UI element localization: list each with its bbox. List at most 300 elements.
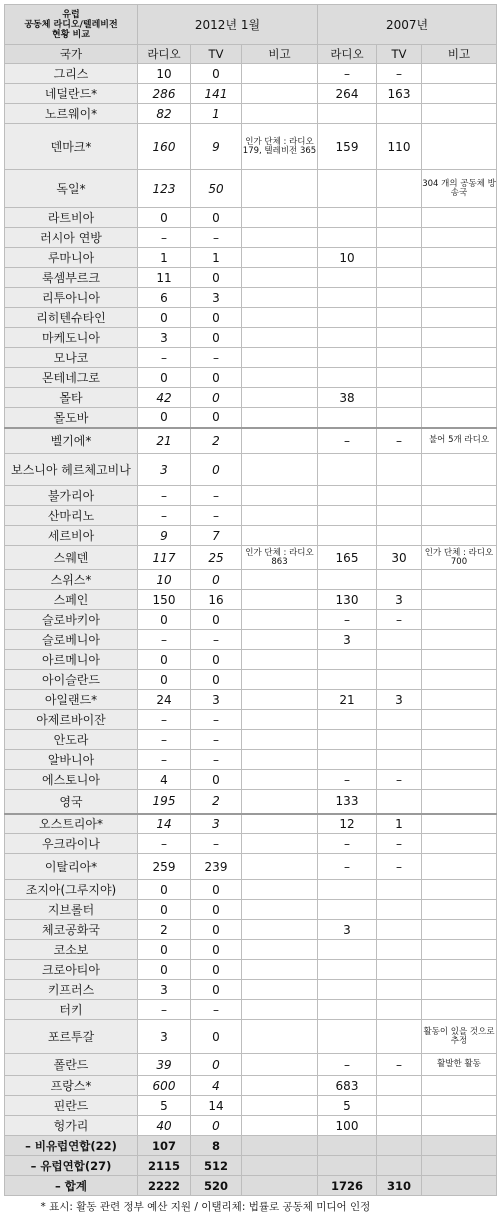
tv-2012-cell: 0: [191, 920, 242, 940]
note-2007-cell: [422, 650, 497, 670]
radio-2007-cell: [318, 570, 377, 590]
community-media-table: [4, 4, 497, 1216]
tv-2012-cell: –: [191, 486, 242, 506]
radio-2012-cell: 600: [138, 1076, 191, 1096]
radio-2012-cell: 40: [138, 1116, 191, 1136]
country-cell: 불가리아: [5, 486, 138, 506]
table-row: [5, 288, 497, 308]
table-row: [5, 750, 497, 770]
country-cell: 슬로바키아: [5, 610, 138, 630]
note-2007-cell: [422, 730, 497, 750]
radio-2012-cell: 10: [138, 570, 191, 590]
tv-2007-cell: [377, 630, 422, 650]
country-cell: 노르웨이*: [5, 104, 138, 124]
table-title-line: 공동체 라디오/텔레비전: [24, 19, 118, 30]
note-2007-cell: [422, 124, 497, 170]
table-row: [5, 170, 497, 208]
note-2007-cell: [422, 960, 497, 980]
radio-2007-cell: [318, 880, 377, 900]
note-2012-cell: [242, 880, 318, 900]
table-row: [5, 590, 497, 610]
column-header-note-2007: 비고: [422, 45, 497, 64]
radio-2007-cell: 683: [318, 1076, 377, 1096]
summary-row: [5, 1176, 497, 1196]
note-2012-cell: [242, 710, 318, 730]
note-2007-cell: [422, 610, 497, 630]
country-cell: 슬로베니아: [5, 630, 138, 650]
table-row: [5, 454, 497, 486]
radio-2012-cell: 3: [138, 328, 191, 348]
note-2012-cell: [242, 980, 318, 1000]
note-2007-cell: [422, 834, 497, 854]
tv-2012-cell: 0: [191, 570, 242, 590]
note-2012-cell: [242, 730, 318, 750]
year-2012-header: 2012년 1월: [138, 5, 318, 45]
radio-2007-cell: [318, 104, 377, 124]
radio-2007-cell: –: [318, 610, 377, 630]
note-2007-cell: 304 개의 공동체 방송국: [422, 170, 497, 208]
note-2007-cell: [422, 790, 497, 814]
tv-2007-cell: [377, 268, 422, 288]
tv-2012-cell: 0: [191, 900, 242, 920]
note-2012-cell: [242, 1020, 318, 1054]
note-2007-cell: [422, 980, 497, 1000]
note-2012-cell: 인가 단체 : 라디오 863: [242, 546, 318, 570]
tv-2007-cell: 110: [377, 124, 422, 170]
table-row: [5, 1020, 497, 1054]
radio-2007-cell: [318, 228, 377, 248]
radio-2007-cell: –: [318, 834, 377, 854]
tv-2012-cell: 50: [191, 170, 242, 208]
radio-2007-cell: [318, 670, 377, 690]
tv-2012-cell: –: [191, 750, 242, 770]
tv-2012-cell: 9: [191, 124, 242, 170]
country-cell: 체코공화국: [5, 920, 138, 940]
tv-2007-cell: [377, 348, 422, 368]
tv-2007-cell: [377, 920, 422, 940]
tv-2007-cell: [377, 1000, 422, 1020]
note-2012-cell: [242, 900, 318, 920]
tv-2012-cell: 0: [191, 650, 242, 670]
radio-2012-cell: 259: [138, 854, 191, 880]
table-row: [5, 1054, 497, 1076]
country-cell: 폴란드: [5, 1054, 138, 1076]
summary-row: [5, 1156, 497, 1176]
note-2007-cell: [422, 1116, 497, 1136]
country-cell: 아이슬란드: [5, 670, 138, 690]
country-cell: 몰도바: [5, 408, 138, 428]
tv-2012-cell: 7: [191, 526, 242, 546]
radio-2007-cell: 12: [318, 814, 377, 834]
tv-2007-cell: –: [377, 834, 422, 854]
note-2012-cell: [242, 348, 318, 368]
radio-2012-cell: 39: [138, 1054, 191, 1076]
radio-2007-cell: [318, 526, 377, 546]
radio-2007-cell: 264: [318, 84, 377, 104]
tv-2012-cell: 2: [191, 428, 242, 454]
radio-2007-cell: –: [318, 64, 377, 84]
radio-2012-cell: 2: [138, 920, 191, 940]
radio-2007-cell: 165: [318, 546, 377, 570]
tv-2007-cell: [377, 208, 422, 228]
note-2012-cell: [242, 610, 318, 630]
country-cell: 영국: [5, 790, 138, 814]
note-2007-cell: [422, 486, 497, 506]
radio-2007-cell: 38: [318, 388, 377, 408]
country-cell: 보스니아 헤르체고비나: [5, 454, 138, 486]
tv-2007-cell: [377, 170, 422, 208]
tv-2012-cell: 2: [191, 790, 242, 814]
radio-2012-cell: 0: [138, 880, 191, 900]
note-2012-cell: [242, 228, 318, 248]
note-2012-cell: [242, 1000, 318, 1020]
country-cell: 조지아(그루지야): [5, 880, 138, 900]
country-cell: 포르투갈: [5, 1020, 138, 1054]
country-cell: 우크라이나: [5, 834, 138, 854]
tv-2007-cell: [377, 880, 422, 900]
country-cell: 룩셈부르크: [5, 268, 138, 288]
tv-2012-cell: 0: [191, 610, 242, 630]
radio-2007-cell: –: [318, 428, 377, 454]
tv-2012-cell: 0: [191, 268, 242, 288]
summary-radio-2007-cell: [318, 1156, 377, 1176]
note-2007-cell: [422, 368, 497, 388]
note-2007-cell: [422, 506, 497, 526]
country-cell: 스위스*: [5, 570, 138, 590]
tv-2012-cell: 1: [191, 104, 242, 124]
note-2012-cell: [242, 208, 318, 228]
table-row: [5, 348, 497, 368]
note-2012-cell: [242, 790, 318, 814]
note-2007-cell: [422, 590, 497, 610]
note-2007-cell: [422, 348, 497, 368]
table-row: [5, 428, 497, 454]
country-cell: 알바니아: [5, 750, 138, 770]
table-row: [5, 104, 497, 124]
radio-2012-cell: 3: [138, 1020, 191, 1054]
table-title-line: 유럽: [62, 9, 80, 20]
tv-2012-cell: 0: [191, 388, 242, 408]
note-2007-cell: [422, 308, 497, 328]
tv-2012-cell: –: [191, 710, 242, 730]
tv-2012-cell: 4: [191, 1076, 242, 1096]
country-cell: 모나코: [5, 348, 138, 368]
note-2012-cell: [242, 1054, 318, 1076]
note-2012-cell: [242, 308, 318, 328]
country-cell: 네덜란드*: [5, 84, 138, 104]
radio-2012-cell: 0: [138, 670, 191, 690]
note-2012-cell: [242, 428, 318, 454]
tv-2012-cell: –: [191, 730, 242, 750]
radio-2012-cell: –: [138, 228, 191, 248]
table-row: [5, 570, 497, 590]
radio-2007-cell: [318, 710, 377, 730]
tv-2012-cell: 25: [191, 546, 242, 570]
radio-2012-cell: 11: [138, 268, 191, 288]
radio-2012-cell: –: [138, 630, 191, 650]
table-row: [5, 790, 497, 814]
radio-2007-cell: [318, 408, 377, 428]
radio-2012-cell: –: [138, 834, 191, 854]
table-row: [5, 208, 497, 228]
tv-2007-cell: 30: [377, 546, 422, 570]
summary-tv-2012-cell: 512: [191, 1156, 242, 1176]
tv-2012-cell: 0: [191, 368, 242, 388]
country-cell: 아제르바이잔: [5, 710, 138, 730]
tv-2012-cell: 0: [191, 308, 242, 328]
table-row: [5, 368, 497, 388]
radio-2012-cell: 14: [138, 814, 191, 834]
tv-2012-cell: –: [191, 506, 242, 526]
note-2007-cell: [422, 670, 497, 690]
table-row: [5, 228, 497, 248]
footnote: * 표시: 활동 관련 정부 예산 지원 / 이탤리체: 법률로 공동체 미디어 인정: [40, 1200, 371, 1213]
country-cell: 세르비아: [5, 526, 138, 546]
radio-2012-cell: 1: [138, 248, 191, 268]
country-cell: 크로아티아: [5, 960, 138, 980]
table-row: [5, 506, 497, 526]
radio-2012-cell: 5: [138, 1096, 191, 1116]
note-2012-cell: [242, 1116, 318, 1136]
radio-2007-cell: [318, 170, 377, 208]
country-cell: 지브롤터: [5, 900, 138, 920]
tv-2007-cell: [377, 570, 422, 590]
note-2007-cell: [422, 880, 497, 900]
note-2012-cell: [242, 814, 318, 834]
radio-2012-cell: –: [138, 710, 191, 730]
radio-2007-cell: [318, 208, 377, 228]
tv-2012-cell: 14: [191, 1096, 242, 1116]
tv-2007-cell: [377, 506, 422, 526]
tv-2012-cell: –: [191, 348, 242, 368]
column-header-tv-2012: TV: [191, 45, 242, 64]
tv-2012-cell: 141: [191, 84, 242, 104]
radio-2007-cell: 133: [318, 790, 377, 814]
summary-tv-2007-cell: [377, 1156, 422, 1176]
radio-2012-cell: 0: [138, 650, 191, 670]
note-2012-cell: [242, 630, 318, 650]
table-row: [5, 670, 497, 690]
radio-2012-cell: –: [138, 1000, 191, 1020]
summary-radio-2012-cell: 2115: [138, 1156, 191, 1176]
tv-2012-cell: 3: [191, 288, 242, 308]
table-row: [5, 770, 497, 790]
note-2007-cell: [422, 690, 497, 710]
table-row: [5, 630, 497, 650]
radio-2012-cell: 195: [138, 790, 191, 814]
tv-2012-cell: 0: [191, 1054, 242, 1076]
tv-2007-cell: 163: [377, 84, 422, 104]
note-2007-cell: [422, 1096, 497, 1116]
radio-2012-cell: 160: [138, 124, 191, 170]
table-row: [5, 248, 497, 268]
note-2007-cell: [422, 940, 497, 960]
tv-2012-cell: 0: [191, 64, 242, 84]
tv-2007-cell: [377, 408, 422, 428]
table-row: [5, 814, 497, 834]
radio-2007-cell: –: [318, 770, 377, 790]
radio-2007-cell: [318, 288, 377, 308]
note-2012-cell: [242, 590, 318, 610]
summary-tv-2012-cell: 520: [191, 1176, 242, 1196]
tv-2012-cell: 0: [191, 770, 242, 790]
note-2012-cell: [242, 526, 318, 546]
table-row: [5, 854, 497, 880]
radio-2012-cell: 3: [138, 980, 191, 1000]
table-row: [5, 408, 497, 428]
tv-2012-cell: 239: [191, 854, 242, 880]
table-row: [5, 960, 497, 980]
note-2007-cell: [422, 526, 497, 546]
note-2012-cell: [242, 268, 318, 288]
column-header-row: [5, 45, 497, 64]
tv-2012-cell: 3: [191, 814, 242, 834]
tv-2012-cell: 0: [191, 1116, 242, 1136]
summary-label-cell: – 유럽연합(27): [5, 1156, 138, 1176]
country-cell: 오스트리아*: [5, 814, 138, 834]
table-row: [5, 1116, 497, 1136]
note-2007-cell: [422, 208, 497, 228]
radio-2007-cell: [318, 308, 377, 328]
radio-2007-cell: [318, 1020, 377, 1054]
radio-2012-cell: –: [138, 486, 191, 506]
country-cell: 헝가리: [5, 1116, 138, 1136]
radio-2007-cell: [318, 368, 377, 388]
radio-2007-cell: –: [318, 1054, 377, 1076]
tv-2007-cell: [377, 308, 422, 328]
radio-2012-cell: 0: [138, 408, 191, 428]
tv-2007-cell: [377, 486, 422, 506]
tv-2007-cell: [377, 526, 422, 546]
tv-2007-cell: [377, 1020, 422, 1054]
country-cell: 리히텐슈타인: [5, 308, 138, 328]
tv-2007-cell: [377, 368, 422, 388]
radio-2012-cell: 4: [138, 770, 191, 790]
tv-2012-cell: 0: [191, 328, 242, 348]
radio-2012-cell: 21: [138, 428, 191, 454]
tv-2007-cell: [377, 710, 422, 730]
note-2007-cell: 활동이 있을 것으로 추정: [422, 1020, 497, 1054]
country-cell: 프랑스*: [5, 1076, 138, 1096]
note-2007-cell: 활발한 활동: [422, 1054, 497, 1076]
comparison-table-container: [4, 4, 496, 1216]
note-2012-cell: [242, 368, 318, 388]
column-header-tv-2007: TV: [377, 45, 422, 64]
table-row: [5, 610, 497, 630]
note-2012-cell: [242, 940, 318, 960]
country-cell: 덴마크*: [5, 124, 138, 170]
summary-note-2012-cell: [242, 1156, 318, 1176]
note-2007-cell: [422, 570, 497, 590]
note-2012-cell: [242, 486, 318, 506]
note-2012-cell: [242, 454, 318, 486]
note-2007-cell: [422, 900, 497, 920]
note-2007-cell: [422, 104, 497, 124]
radio-2007-cell: [318, 328, 377, 348]
radio-2012-cell: –: [138, 348, 191, 368]
table-row: [5, 900, 497, 920]
tv-2007-cell: [377, 288, 422, 308]
note-2007-cell: [422, 770, 497, 790]
radio-2007-cell: [318, 900, 377, 920]
tv-2007-cell: [377, 104, 422, 124]
table-row: [5, 84, 497, 104]
radio-2007-cell: [318, 486, 377, 506]
table-row: [5, 328, 497, 348]
radio-2012-cell: –: [138, 750, 191, 770]
table-row: [5, 920, 497, 940]
tv-2007-cell: [377, 980, 422, 1000]
tv-2007-cell: [377, 1116, 422, 1136]
table-row: [5, 690, 497, 710]
radio-2007-cell: 5: [318, 1096, 377, 1116]
note-2007-cell: [422, 328, 497, 348]
tv-2007-cell: –: [377, 428, 422, 454]
tv-2007-cell: –: [377, 610, 422, 630]
note-2007-cell: [422, 1076, 497, 1096]
summary-note-2012-cell: [242, 1136, 318, 1156]
note-2012-cell: [242, 104, 318, 124]
tv-2007-cell: [377, 750, 422, 770]
note-2012-cell: [242, 690, 318, 710]
table-row: [5, 980, 497, 1000]
tv-2007-cell: 3: [377, 690, 422, 710]
summary-tv-2012-cell: 8: [191, 1136, 242, 1156]
country-cell: 라트비아: [5, 208, 138, 228]
country-cell: 벨기에*: [5, 428, 138, 454]
note-2007-cell: [422, 630, 497, 650]
note-2007-cell: [422, 64, 497, 84]
tv-2007-cell: [377, 328, 422, 348]
table-row: [5, 730, 497, 750]
radio-2007-cell: [318, 268, 377, 288]
country-cell: 몬테네그로: [5, 368, 138, 388]
note-2012-cell: [242, 854, 318, 880]
summary-tv-2007-cell: [377, 1136, 422, 1156]
radio-2012-cell: 42: [138, 388, 191, 408]
radio-2007-cell: 21: [318, 690, 377, 710]
note-2012-cell: [242, 84, 318, 104]
radio-2007-cell: [318, 960, 377, 980]
radio-2012-cell: 3: [138, 454, 191, 486]
country-cell: 키프러스: [5, 980, 138, 1000]
radio-2012-cell: 24: [138, 690, 191, 710]
note-2012-cell: [242, 1096, 318, 1116]
tv-2012-cell: 0: [191, 408, 242, 428]
tv-2007-cell: [377, 900, 422, 920]
radio-2007-cell: [318, 348, 377, 368]
note-2007-cell: [422, 454, 497, 486]
radio-2012-cell: 6: [138, 288, 191, 308]
table-row: [5, 308, 497, 328]
radio-2012-cell: 9: [138, 526, 191, 546]
radio-2007-cell: [318, 750, 377, 770]
note-2012-cell: [242, 1076, 318, 1096]
radio-2007-cell: 3: [318, 920, 377, 940]
note-2007-cell: [422, 228, 497, 248]
note-2012-cell: [242, 770, 318, 790]
country-cell: 독일*: [5, 170, 138, 208]
radio-2012-cell: 123: [138, 170, 191, 208]
note-2012-cell: [242, 670, 318, 690]
table-row: [5, 546, 497, 570]
column-header-country: 국가: [5, 45, 138, 64]
table-row: [5, 880, 497, 900]
tv-2007-cell: [377, 670, 422, 690]
tv-2012-cell: 0: [191, 960, 242, 980]
column-header-radio-2007: 라디오: [318, 45, 377, 64]
footnote-row: [5, 1196, 497, 1217]
